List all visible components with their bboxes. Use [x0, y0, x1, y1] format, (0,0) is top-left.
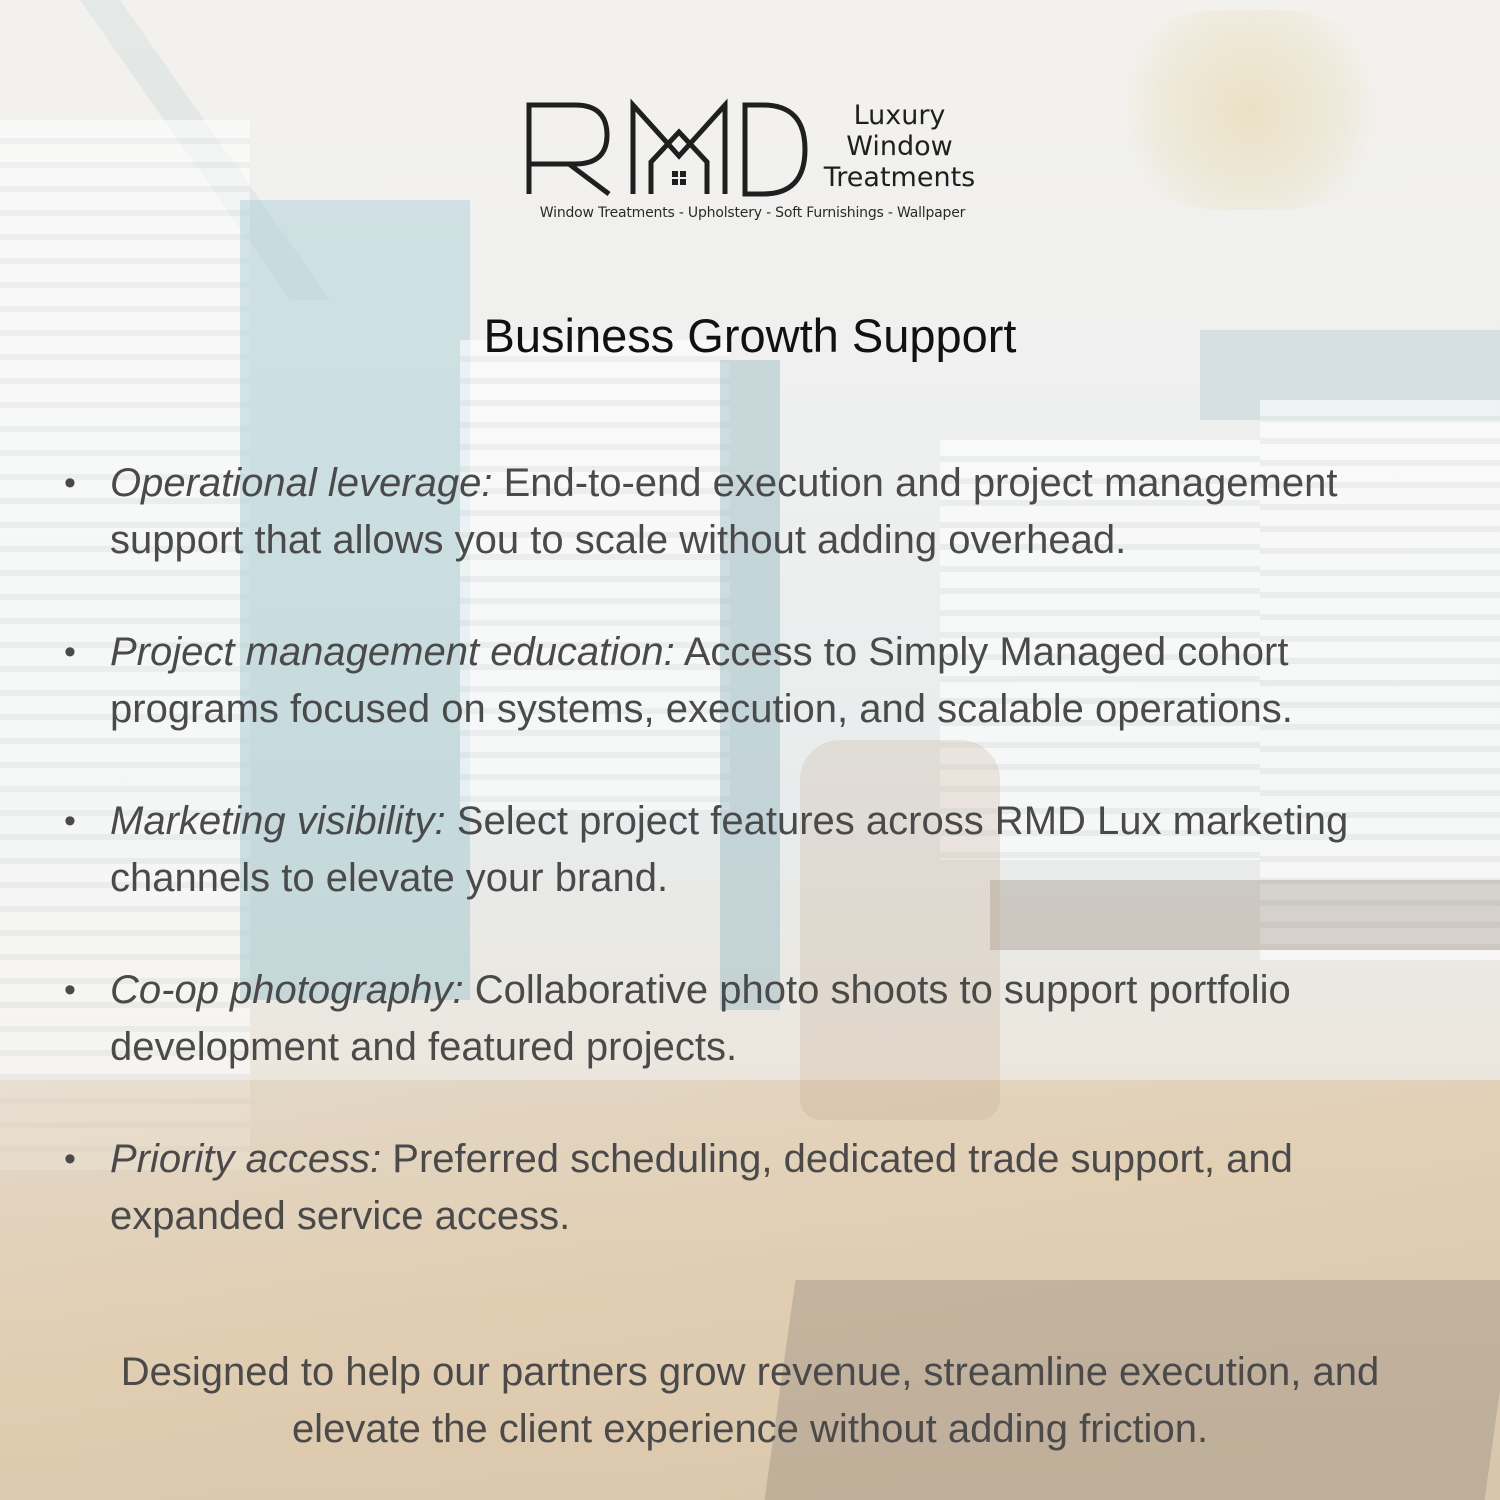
benefit-lead: Priority access:	[110, 1137, 382, 1181]
bullet-icon: •	[64, 802, 76, 840]
benefit-text: Access to Simply Managed cohort programs focused on systems, execution, and scalable operations.	[110, 630, 1293, 731]
bullet-icon: •	[64, 633, 76, 671]
benefit-text: End-to-end execution and project management support that allows you to scale without adding overhead.	[110, 461, 1338, 562]
benefit-item	[60, 1131, 1440, 1245]
benefit-item	[60, 793, 1440, 907]
benefit-text: Select project features across RMD Lux marketing channels to elevate your brand.	[110, 799, 1349, 900]
benefit-item	[60, 624, 1440, 738]
brand-logo	[525, 98, 980, 233]
page-title: Business Growth Support	[483, 309, 1017, 362]
benefit-item	[60, 455, 1440, 569]
benefit-lead: Operational leverage:	[110, 461, 493, 505]
chandelier	[1110, 10, 1390, 210]
benefit-text: Preferred scheduling, dedicated trade support, and expanded service access.	[110, 1137, 1293, 1238]
logo-side-text: Luxury Window Treatments	[823, 100, 976, 193]
rmd-logo-mark	[525, 98, 810, 198]
benefit-text: Collaborative photo shoots to support portfolio development and featured projects.	[110, 968, 1291, 1069]
logo-tagline: Window Treatments - Upholstery - Soft Furnishings - Wallpaper	[539, 205, 966, 221]
bullet-icon: •	[64, 464, 76, 502]
benefit-item	[60, 962, 1440, 1076]
benefit-lead: Marketing visibility:	[110, 799, 446, 843]
bullet-icon: •	[64, 971, 76, 1009]
benefit-lead: Co-op photography:	[110, 968, 464, 1012]
benefits-list	[60, 455, 1440, 1300]
closing-statement: Designed to help our partners grow revenue, streamline execution, and elevate the client experience without adding friction.	[120, 1350, 1380, 1451]
bullet-icon: •	[64, 1140, 76, 1178]
benefit-lead: Project management education:	[110, 630, 675, 674]
